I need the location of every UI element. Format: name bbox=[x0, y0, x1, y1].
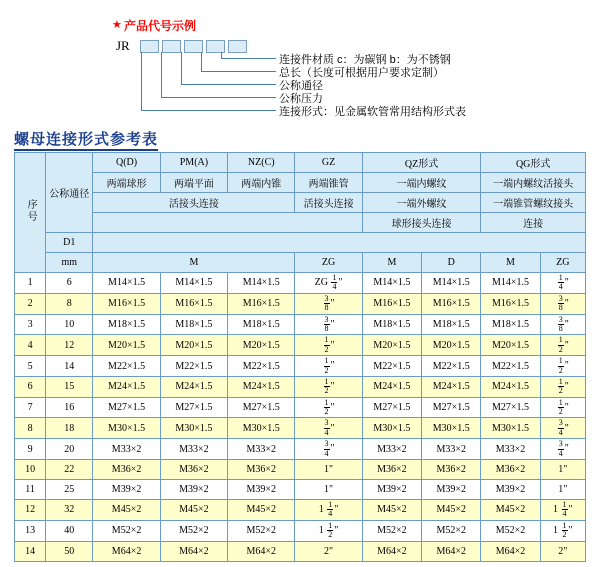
header-gz-conn: 活接头连接 bbox=[295, 193, 362, 213]
cell-gz: 1" bbox=[295, 480, 362, 500]
cell-nz: M24×1.5 bbox=[228, 376, 295, 397]
header-seq: 序号 bbox=[15, 153, 46, 273]
header-qz-desc1: 一端内螺纹 bbox=[362, 173, 481, 193]
code-box-1 bbox=[140, 40, 159, 53]
cell-seq: 12 bbox=[15, 500, 46, 521]
cell-nz: M64×2 bbox=[228, 541, 295, 561]
header-unit-m: M bbox=[93, 253, 295, 273]
product-code-prefix: JR bbox=[116, 38, 130, 53]
cell-pm: M18×1.5 bbox=[160, 314, 227, 335]
cell-qz-m: M22×1.5 bbox=[362, 356, 421, 377]
cell-qz-m: M64×2 bbox=[362, 541, 421, 561]
header-q-conn: 活接头连接 bbox=[93, 193, 295, 213]
cell-q: M20×1.5 bbox=[93, 335, 160, 356]
cell-qg-m: M52×2 bbox=[481, 520, 540, 541]
cell-seq: 4 bbox=[15, 335, 46, 356]
cell-qg-m: M27×1.5 bbox=[481, 397, 540, 418]
cell-pm: M30×1.5 bbox=[160, 418, 227, 439]
cell-gz: $\frac{1}{2}$ " bbox=[295, 397, 362, 418]
cell-qg-m: M30×1.5 bbox=[481, 418, 540, 439]
cell-nz: M22×1.5 bbox=[228, 356, 295, 377]
cell-qg-m: M20×1.5 bbox=[481, 335, 540, 356]
cell-qg-zg: 1 $\frac{1}{2}$ " bbox=[540, 520, 585, 541]
cell-qz-m: M16×1.5 bbox=[362, 293, 421, 314]
cell-dn: 16 bbox=[46, 397, 93, 418]
cell-seq: 9 bbox=[15, 439, 46, 460]
cell-qz-d: M14×1.5 bbox=[422, 273, 481, 294]
cell-nz: M36×2 bbox=[228, 460, 295, 480]
cell-qg-m: M36×2 bbox=[481, 460, 540, 480]
cell-qz-d: M39×2 bbox=[422, 480, 481, 500]
product-code-diagram bbox=[0, 0, 600, 122]
header-group-gz: GZ bbox=[295, 153, 362, 173]
cell-dn: 10 bbox=[46, 314, 93, 335]
cell-pm: M45×2 bbox=[160, 500, 227, 521]
cell-dn: 22 bbox=[46, 460, 93, 480]
cell-pm: M27×1.5 bbox=[160, 397, 227, 418]
cell-nz: M16×1.5 bbox=[228, 293, 295, 314]
header-qz-d: D bbox=[422, 253, 481, 273]
cell-q: M52×2 bbox=[93, 520, 160, 541]
cell-qg-m: M64×2 bbox=[481, 541, 540, 561]
header-qg-zg: ZG bbox=[540, 253, 585, 273]
cell-qg-m: M33×2 bbox=[481, 439, 540, 460]
table-row bbox=[15, 520, 586, 541]
nut-connection-table bbox=[14, 152, 586, 562]
header-qg-m: M bbox=[481, 253, 540, 273]
cell-qg-m: M24×1.5 bbox=[481, 376, 540, 397]
cell-qz-m: M18×1.5 bbox=[362, 314, 421, 335]
leader-line-3-h bbox=[181, 84, 276, 85]
cell-dn: 25 bbox=[46, 480, 93, 500]
table-row bbox=[15, 500, 586, 521]
leader-line-2 bbox=[201, 52, 202, 71]
table-row bbox=[15, 314, 586, 335]
cell-qz-m: M30×1.5 bbox=[362, 418, 421, 439]
cell-nz: M20×1.5 bbox=[228, 335, 295, 356]
diagram-label-pressure: 公称压力 bbox=[279, 93, 323, 105]
header-qg-desc2: 一端锥管螺纹接头 bbox=[481, 193, 586, 213]
cell-gz: 1" bbox=[295, 460, 362, 480]
cell-qg-zg: $\frac{3}{4}$ " bbox=[540, 439, 585, 460]
cell-q: M18×1.5 bbox=[93, 314, 160, 335]
cell-seq: 2 bbox=[15, 293, 46, 314]
cell-q: M33×2 bbox=[93, 439, 160, 460]
cell-pm: M24×1.5 bbox=[160, 376, 227, 397]
leader-line-5-h bbox=[141, 110, 276, 111]
cell-pm: M22×1.5 bbox=[160, 356, 227, 377]
header-pm-desc: 两端平面 bbox=[160, 173, 227, 193]
cell-qg-m: M16×1.5 bbox=[481, 293, 540, 314]
cell-dn: 50 bbox=[46, 541, 93, 561]
cell-qg-m: M14×1.5 bbox=[481, 273, 540, 294]
cell-nz: M52×2 bbox=[228, 520, 295, 541]
cell-pm: M16×1.5 bbox=[160, 293, 227, 314]
cell-qg-zg: $\frac{1}{2}$ " bbox=[540, 356, 585, 377]
header-qg-desc1: 一端内螺纹活接头 bbox=[481, 173, 586, 193]
header-blank-mid bbox=[93, 233, 586, 253]
cell-q: M14×1.5 bbox=[93, 273, 160, 294]
table-body bbox=[15, 273, 586, 562]
cell-qz-d: M33×2 bbox=[422, 439, 481, 460]
page-title bbox=[14, 128, 158, 149]
cell-qz-m: M45×2 bbox=[362, 500, 421, 521]
header-mm: mm bbox=[46, 253, 93, 273]
cell-nz: M18×1.5 bbox=[228, 314, 295, 335]
table-row bbox=[15, 439, 586, 460]
cell-qz-m: M20×1.5 bbox=[362, 335, 421, 356]
cell-qg-zg: $\frac{3}{8}$ " bbox=[540, 314, 585, 335]
cell-pm: M33×2 bbox=[160, 439, 227, 460]
code-box-2 bbox=[162, 40, 181, 53]
cell-qg-zg: 1" bbox=[540, 480, 585, 500]
table-row bbox=[15, 480, 586, 500]
cell-nz: M14×1.5 bbox=[228, 273, 295, 294]
cell-qz-d: M30×1.5 bbox=[422, 418, 481, 439]
cell-qz-m: M27×1.5 bbox=[362, 397, 421, 418]
cell-nz: M27×1.5 bbox=[228, 397, 295, 418]
diagram-title: 产品代号示例 bbox=[124, 19, 197, 33]
table-row bbox=[15, 376, 586, 397]
cell-q: M64×2 bbox=[93, 541, 160, 561]
cell-q: M45×2 bbox=[93, 500, 160, 521]
header-nz-desc: 两端内锥 bbox=[228, 173, 295, 193]
cell-seq: 10 bbox=[15, 460, 46, 480]
cell-q: M36×2 bbox=[93, 460, 160, 480]
star-icon: ★ bbox=[112, 19, 122, 31]
table-row bbox=[15, 418, 586, 439]
cell-qg-zg: $\frac{3}{8}$ " bbox=[540, 293, 585, 314]
cell-seq: 5 bbox=[15, 356, 46, 377]
cell-gz: $\frac{3}{4}$ " bbox=[295, 418, 362, 439]
cell-pm: M52×2 bbox=[160, 520, 227, 541]
cell-qg-zg: $\frac{3}{4}$ " bbox=[540, 418, 585, 439]
cell-pm: M14×1.5 bbox=[160, 273, 227, 294]
cell-qg-m: M45×2 bbox=[481, 500, 540, 521]
code-boxes bbox=[140, 40, 247, 53]
cell-q: M39×2 bbox=[93, 480, 160, 500]
header-dn: 公称通径 bbox=[46, 153, 93, 233]
cell-seq: 13 bbox=[15, 520, 46, 541]
cell-qz-m: M33×2 bbox=[362, 439, 421, 460]
diagram-label-material: 连接件材质 c：为碳钢 b：为不锈钢 bbox=[279, 54, 451, 66]
cell-gz: $\frac{3}{8}$ " bbox=[295, 293, 362, 314]
cell-qz-d: M16×1.5 bbox=[422, 293, 481, 314]
cell-dn: 18 bbox=[46, 418, 93, 439]
page-title-text: 螺母连接形式参考表 bbox=[14, 131, 158, 151]
header-group-nz: NZ(C) bbox=[228, 153, 295, 173]
header-qz-m: M bbox=[362, 253, 421, 273]
header-qz-desc2: 一端外螺纹 bbox=[362, 193, 481, 213]
cell-seq: 3 bbox=[15, 314, 46, 335]
cell-qg-m: M18×1.5 bbox=[481, 314, 540, 335]
cell-qg-zg: $\frac{1}{2}$ " bbox=[540, 335, 585, 356]
cell-qz-d: M24×1.5 bbox=[422, 376, 481, 397]
header-qz-desc3: 球形接头连接 bbox=[362, 213, 481, 233]
cell-seq: 11 bbox=[15, 480, 46, 500]
cell-qz-d: M22×1.5 bbox=[422, 356, 481, 377]
cell-dn: 14 bbox=[46, 356, 93, 377]
cell-dn: 15 bbox=[46, 376, 93, 397]
cell-dn: 12 bbox=[46, 335, 93, 356]
leader-line-1-h bbox=[221, 58, 276, 59]
cell-pm: M36×2 bbox=[160, 460, 227, 480]
cell-qz-d: M52×2 bbox=[422, 520, 481, 541]
diagram-label-connection: 连接形式：见金属软管常用结构形式表 bbox=[279, 106, 466, 118]
leader-line-4 bbox=[161, 52, 162, 97]
cell-q: M24×1.5 bbox=[93, 376, 160, 397]
cell-qg-m: M39×2 bbox=[481, 480, 540, 500]
cell-qz-d: M64×2 bbox=[422, 541, 481, 561]
table-row bbox=[15, 356, 586, 377]
cell-pm: M20×1.5 bbox=[160, 335, 227, 356]
cell-qg-zg: $\frac{1}{2}$ " bbox=[540, 376, 585, 397]
cell-pm: M39×2 bbox=[160, 480, 227, 500]
header-group-qz: QZ形式 bbox=[362, 153, 481, 173]
table-row bbox=[15, 293, 586, 314]
table-row bbox=[15, 460, 586, 480]
cell-qg-zg: $\frac{1}{4}$ " bbox=[540, 273, 585, 294]
cell-dn: 40 bbox=[46, 520, 93, 541]
header-blank-left bbox=[93, 213, 362, 233]
cell-qz-d: M45×2 bbox=[422, 500, 481, 521]
cell-gz: ZG $\frac{1}{4}$ " bbox=[295, 273, 362, 294]
cell-seq: 14 bbox=[15, 541, 46, 561]
header-d1: D1 bbox=[46, 233, 93, 253]
header-gz-desc: 两端锥管 bbox=[295, 173, 362, 193]
cell-nz: M33×2 bbox=[228, 439, 295, 460]
cell-gz: $\frac{1}{2}$ " bbox=[295, 356, 362, 377]
cell-gz: $\frac{3}{4}$ " bbox=[295, 439, 362, 460]
cell-qz-m: M39×2 bbox=[362, 480, 421, 500]
cell-qg-zg: 2" bbox=[540, 541, 585, 561]
cell-qz-m: M24×1.5 bbox=[362, 376, 421, 397]
cell-dn: 6 bbox=[46, 273, 93, 294]
cell-dn: 8 bbox=[46, 293, 93, 314]
leader-line-4-h bbox=[161, 97, 276, 98]
code-box-5 bbox=[228, 40, 247, 53]
header-unit-zg: ZG bbox=[295, 253, 362, 273]
cell-pm: M64×2 bbox=[160, 541, 227, 561]
header-group-pm: PM(A) bbox=[160, 153, 227, 173]
cell-q: M27×1.5 bbox=[93, 397, 160, 418]
cell-qg-zg: $\frac{1}{2}$ " bbox=[540, 397, 585, 418]
cell-seq: 8 bbox=[15, 418, 46, 439]
cell-qg-zg: 1" bbox=[540, 460, 585, 480]
cell-seq: 6 bbox=[15, 376, 46, 397]
cell-qz-d: M18×1.5 bbox=[422, 314, 481, 335]
cell-gz: 2" bbox=[295, 541, 362, 561]
table-row bbox=[15, 541, 586, 561]
cell-q: M30×1.5 bbox=[93, 418, 160, 439]
cell-dn: 20 bbox=[46, 439, 93, 460]
cell-qz-d: M36×2 bbox=[422, 460, 481, 480]
cell-qz-d: M27×1.5 bbox=[422, 397, 481, 418]
code-box-4 bbox=[206, 40, 225, 53]
cell-q: M22×1.5 bbox=[93, 356, 160, 377]
cell-gz: $\frac{1}{2}$ " bbox=[295, 335, 362, 356]
table-row bbox=[15, 335, 586, 356]
header-group-q: Q(D) bbox=[93, 153, 160, 173]
cell-gz: 1 $\frac{1}{2}$ " bbox=[295, 520, 362, 541]
cell-seq: 1 bbox=[15, 273, 46, 294]
cell-gz: $\frac{3}{8}$ " bbox=[295, 314, 362, 335]
cell-dn: 32 bbox=[46, 500, 93, 521]
cell-nz: M45×2 bbox=[228, 500, 295, 521]
cell-seq: 7 bbox=[15, 397, 46, 418]
header-qg-desc3: 连接 bbox=[481, 213, 586, 233]
cell-qz-m: M36×2 bbox=[362, 460, 421, 480]
leader-line-3 bbox=[181, 52, 182, 84]
cell-qg-zg: 1 $\frac{1}{4}$ " bbox=[540, 500, 585, 521]
header-q-desc: 两端球形 bbox=[93, 173, 160, 193]
cell-nz: M39×2 bbox=[228, 480, 295, 500]
cell-gz: $\frac{1}{2}$ " bbox=[295, 376, 362, 397]
leader-line-2-h bbox=[201, 71, 276, 72]
cell-qz-m: M52×2 bbox=[362, 520, 421, 541]
leader-line-5 bbox=[141, 52, 142, 110]
cell-q: M16×1.5 bbox=[93, 293, 160, 314]
cell-qg-m: M22×1.5 bbox=[481, 356, 540, 377]
diagram-label-length: 总长（长度可根据用户要求定制） bbox=[279, 67, 444, 79]
header-group-qg: QG形式 bbox=[481, 153, 586, 173]
cell-nz: M30×1.5 bbox=[228, 418, 295, 439]
cell-qz-m: M14×1.5 bbox=[362, 273, 421, 294]
diagram-label-bore: 公称通径 bbox=[279, 80, 323, 92]
table-row bbox=[15, 397, 586, 418]
table-row bbox=[15, 273, 586, 294]
cell-gz: 1 $\frac{1}{4}$ " bbox=[295, 500, 362, 521]
cell-qz-d: M20×1.5 bbox=[422, 335, 481, 356]
